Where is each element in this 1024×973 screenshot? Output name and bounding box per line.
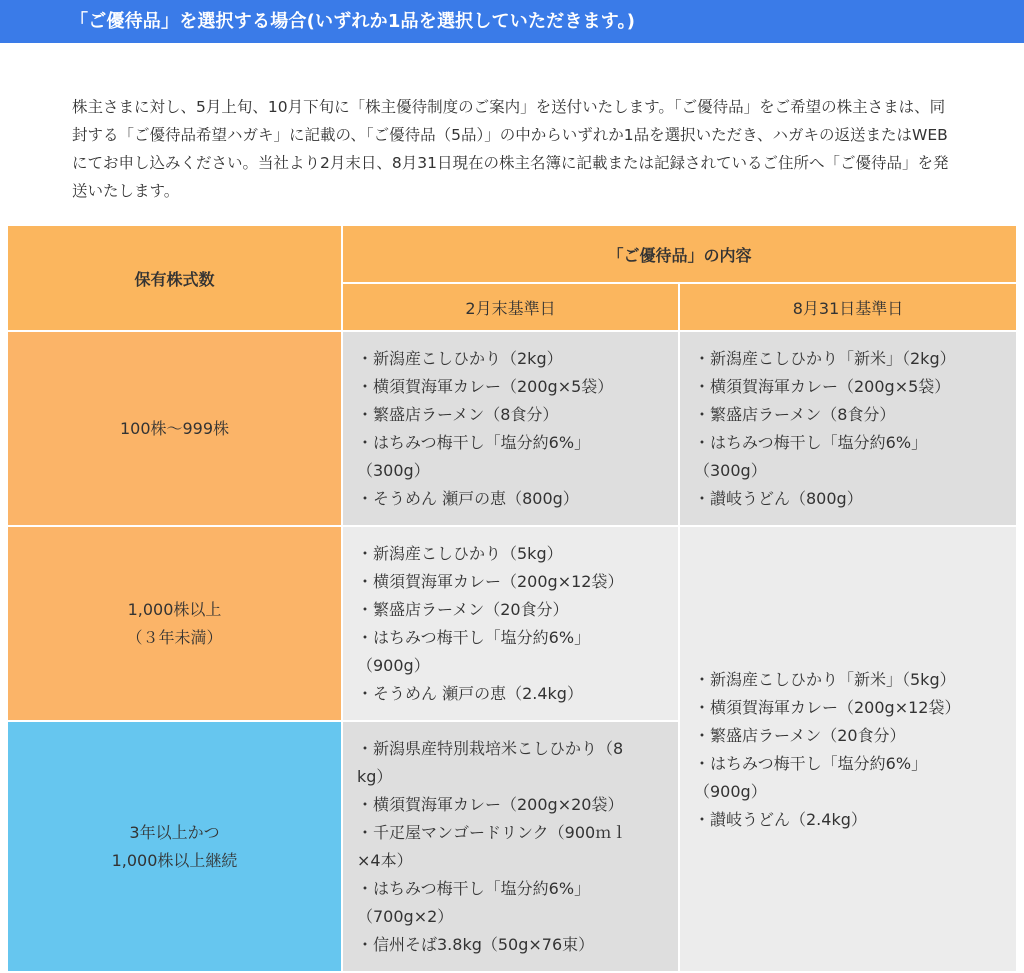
feb-items-100-999 <box>342 331 679 526</box>
list-item: ・横須賀海軍カレー（200g×5袋） <box>357 377 614 396</box>
list-item: ・讃岐うどん（2.4kg） <box>694 809 867 829</box>
list-item: ・はちみつ梅干し「塩分約6%」 <box>357 879 591 898</box>
list-item: ・はちみつ梅干し「塩分約6%」 <box>694 433 928 452</box>
list-item: ・繁盛店ラーメン（8食分） <box>694 405 896 424</box>
list-item: ・讃岐うどん（800g） <box>694 489 863 508</box>
list-item: ・はちみつ梅干し「塩分約6%」 <box>357 628 591 647</box>
list-item: ・新潟産こしひかり「新米」（2kg） <box>694 349 956 368</box>
feb-items-1000 <box>342 526 679 721</box>
list-item: ・横須賀海軍カレー（200g×12袋） <box>357 572 624 591</box>
tier-3yr-1000-continuous <box>7 721 342 972</box>
list-item: ・横須賀海軍カレー（200g×12袋） <box>694 697 961 717</box>
list-item: ・新潟産こしひかり（2kg） <box>357 349 563 368</box>
list-item: ・繁盛店ラーメン（8食分） <box>357 405 559 424</box>
header-aug-date: 8月31日基準日 <box>679 283 1017 331</box>
aug-items-1000plus <box>679 526 1017 972</box>
tier-sublabel: 1,000株以上継続 <box>111 850 238 870</box>
intro-paragraph: 株主さまに対し、5月上旬、10月下旬に「株主優待制度のご案内」を送付いたします。「ご優待品」をご希望の株主さまは、同封する「ご優待品希望ハガキ」に記載の、「ご優待品（5品）」の中からいずれか1品を選択いただき、ハガキの返送またはWEBにてお申し込みください。当社より2月末日、8月31日現在の株主名簿に記載または記録されているご住所へ「ご優待品」を発送いたします。 <box>72 97 949 200</box>
list-item: ・横須賀海軍カレー（200g×20袋） <box>357 795 624 814</box>
list-item: ・新潟県産特別栽培米こしひかり（8 <box>357 739 624 758</box>
header-content: 「ご優待品」の内容 <box>342 225 1017 283</box>
header-feb-date: 2月末基準日 <box>342 283 679 331</box>
aug-items-100-999 <box>679 331 1017 526</box>
list-item: ・横須賀海軍カレー（200g×5袋） <box>694 377 951 396</box>
feb-items-3yr <box>342 721 679 972</box>
list-item: （900g） <box>694 781 767 801</box>
list-item: ・繁盛店ラーメン（20食分） <box>357 600 569 619</box>
list-item: ・はちみつ梅干し「塩分約6%」 <box>694 753 928 773</box>
list-item: （300g） <box>694 461 767 480</box>
tier-1000-under-3yr <box>7 526 342 721</box>
tier-label: 1,000株以上 <box>127 599 222 619</box>
list-item: （300g） <box>357 461 430 480</box>
list-item: ・そうめん 瀬戸の恵（800g） <box>357 489 579 508</box>
list-item: ×4本） <box>357 851 413 870</box>
list-item: ・そうめん 瀬戸の恵（2.4kg） <box>357 684 583 703</box>
tier-sublabel: （３年未満） <box>126 627 223 647</box>
list-item: （700g×2） <box>357 907 454 926</box>
list-item: ・信州そば3.8kg（50g×76束） <box>357 935 595 954</box>
list-item: （900g） <box>357 656 430 675</box>
tier-100-999 <box>7 331 342 526</box>
list-item: ・新潟産こしひかり（5kg） <box>357 544 563 563</box>
header-shares: 保有株式数 <box>7 225 342 331</box>
tier-label: 100株〜999株 <box>119 418 230 438</box>
list-item: ・新潟産こしひかり「新米」（5kg） <box>694 669 956 689</box>
list-item: kg） <box>357 767 393 786</box>
tier-label: 3年以上かつ <box>129 822 220 842</box>
section-title-bar <box>0 0 1024 43</box>
section-title: 「ご優待品」を選択する場合(いずれか1品を選択していただきます。) <box>70 11 636 32</box>
list-item: ・はちみつ梅干し「塩分約6%」 <box>357 433 591 452</box>
benefit-table <box>6 224 1018 973</box>
list-item: ・繁盛店ラーメン（20食分） <box>694 725 906 745</box>
list-item: ・千疋屋マンゴードリンク（900ｍｌ <box>357 823 628 842</box>
